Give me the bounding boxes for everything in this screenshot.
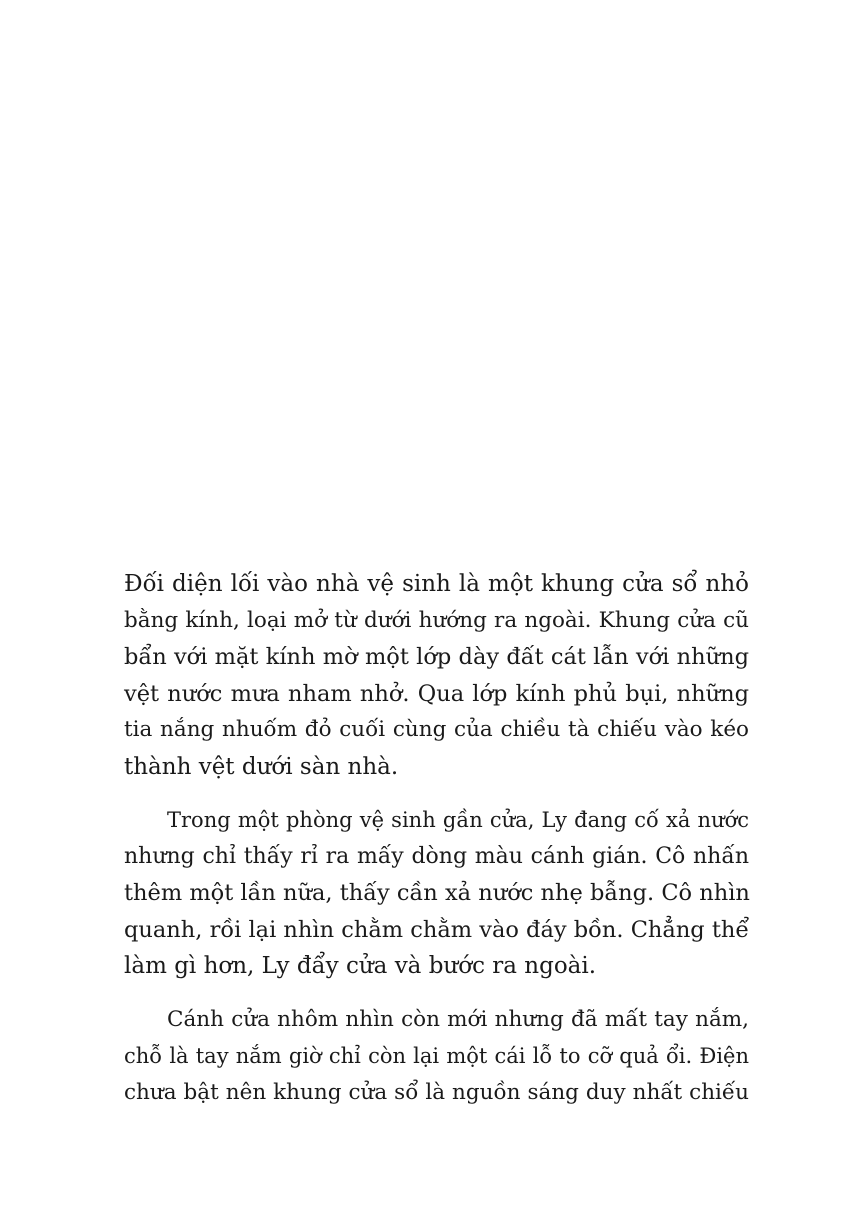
text-line: Trong một phòng vệ sinh gần cửa, Ly đang cố xả nước [167, 808, 749, 832]
text-line: quanh, rồi lại nhìn chằm chằm vào đáy bồn. Chẳng thể [124, 916, 750, 943]
text-line: làm gì hơn, Ly đẩy cửa và bước ra ngoài. [124, 953, 597, 979]
text-line: chưa bật nên khung cửa sổ là nguồn sáng duy nhất chiếu [124, 1079, 749, 1105]
text-line: thành vệt dưới sàn nhà. [124, 753, 399, 780]
text-line: Cánh cửa nhôm nhìn còn mới nhưng đã mất tay nắm, [167, 1006, 749, 1032]
paragraph-2 [124, 802, 749, 985]
text-line: thêm một lần nữa, thấy cần xả nước nhẹ bẫng. Cô nhìn [124, 880, 750, 906]
text-line: tia nắng nhuốm đỏ cuối cùng của chiều tà chiếu vào kéo [124, 717, 749, 742]
text-line: Đối diện lối vào nhà vệ sinh là một khung cửa sổ nhỏ [124, 571, 749, 597]
text-line: bằng kính, loại mở từ dưới hướng ra ngoài. Khung cửa cũ [124, 607, 749, 633]
text-line: bẩn với mặt kính mờ một lớp dày đất cát lẫn với những [124, 644, 749, 670]
text-line: vệt nước mưa nham nhở. Qua lớp kính phủ bụi, những [124, 680, 749, 707]
text-line: chỗ là tay nắm giờ chỉ còn lại một cái lỗ to cỡ quả ổi. Điện [124, 1044, 749, 1068]
paragraph-3 [124, 1002, 749, 1112]
paragraph-1 [124, 566, 749, 785]
text-line: nhưng chỉ thấy rỉ ra mấy dòng màu cánh gián. Cô nhấn [124, 843, 749, 869]
body-text [124, 566, 749, 1111]
